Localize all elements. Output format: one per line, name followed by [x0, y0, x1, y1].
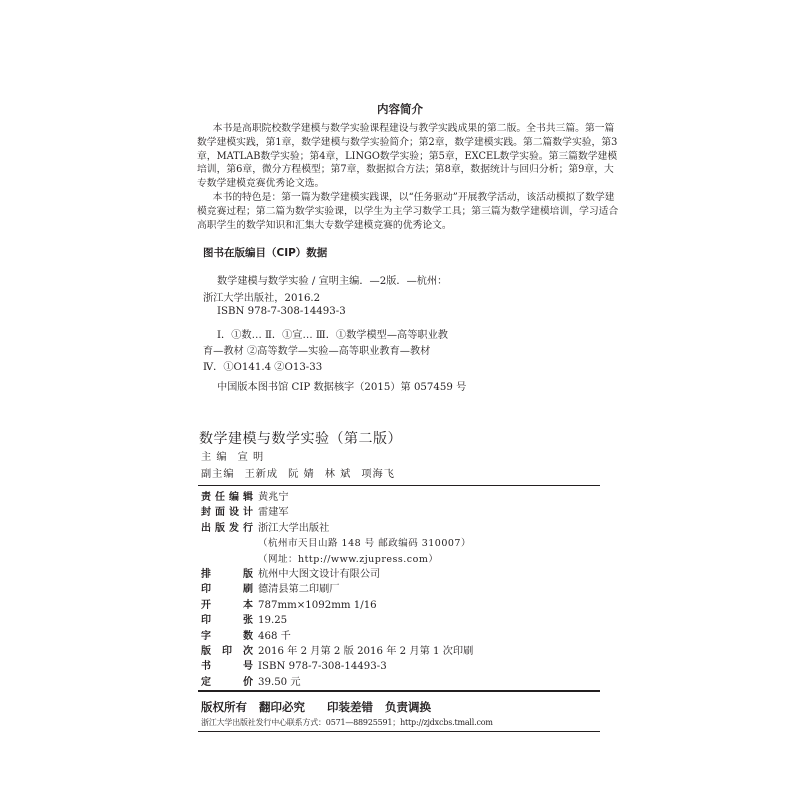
- info-label: 印张: [201, 615, 253, 627]
- deputy-editor-name: 项海飞: [361, 469, 395, 480]
- chief-editor-label: 主 编: [201, 452, 228, 463]
- intro-body: [197, 122, 623, 232]
- info-row: [201, 629, 601, 644]
- info-label: 封面设计: [201, 507, 253, 519]
- cip-isbn: ISBN 978-7-308-14493-3: [217, 306, 346, 317]
- cip-classification: Ⅳ．①O141.4 ②O13-33: [203, 362, 323, 373]
- info-label: 排版: [201, 568, 253, 580]
- info-label: 字数: [201, 630, 253, 642]
- deputy-editor-name: 阮 婧: [288, 469, 315, 480]
- copyright-item: 翻印必究: [259, 700, 305, 714]
- cip-line: 浙江大学出版社，2016.2: [203, 293, 321, 304]
- deputy-editor-name: 林 斌: [324, 469, 352, 480]
- deputy-editors: [201, 465, 395, 480]
- divider: [198, 690, 600, 692]
- info-row: [201, 613, 601, 628]
- info-value: 雷建军: [258, 507, 289, 519]
- info-label: 定价: [201, 676, 253, 688]
- copyright-item: 印装差错: [327, 700, 373, 714]
- chief-editor-name: 宣 明: [237, 452, 265, 463]
- divider: [198, 485, 600, 486]
- intro-paragraph: 本书的特色是：第一篇为数学建模实践课，以“任务驱动”开展教学活动，该活动模拟了数学建模竞赛过程；第二篇为数学实验课，以学生为主学习数学工具；第三篇为数学建模培训，学习适合高职学生的数学知识和汇集大专数学建模竞赛的优秀论文。: [197, 191, 619, 231]
- info-label: 版印次: [201, 645, 253, 657]
- divider: [198, 731, 600, 732]
- publisher-website: （网址：http://www.zjupress.com）: [258, 553, 439, 565]
- distribution-contact: 浙江大学出版社发行中心联系方式：0571—88925591；http://zjdxcbs.tmall.com: [201, 718, 493, 727]
- info-row: [201, 505, 601, 520]
- info-value: ISBN 978-7-308-14493-3: [258, 661, 387, 673]
- deputy-editor-name: 王新成: [244, 469, 279, 480]
- intro-title: 内容简介: [377, 102, 423, 116]
- info-label: [201, 552, 253, 567]
- cip-classification: 育—教材 ②高等数学—实验—高等职业教育—教材: [203, 346, 431, 357]
- publishing-info: [201, 490, 601, 690]
- info-label: 书号: [201, 661, 253, 673]
- intro-paragraph: 本书是高职院校数学建模与数学实验课程建设与教学实践成果的第二版。全书共三篇。第一篇数学建模实践，第1章，数学建模与数学实验简介；第2章，数学建模实践。第二篇数学实验，第3章，MATLAB数学实验；第4章，LINGO数学实验；第5章，EXCEL数学实验。第三篇数学建模培训，第6章，微分方程模型；第7章，数据拟合方法；第8章，数据统计与回归分析；第9章，大专数学建模竞赛优秀论文选。: [197, 123, 618, 190]
- info-label: 责任编辑: [201, 492, 253, 503]
- info-value: 德清县第二印刷厂: [258, 584, 340, 596]
- info-label: 开本: [201, 599, 253, 611]
- info-row: [201, 536, 601, 551]
- info-value: 浙江大学出版社: [258, 522, 330, 534]
- info-row: [201, 598, 601, 613]
- cip-line: 数学建模与数学实验 / 宣明主编．—2版．—杭州：: [217, 276, 448, 287]
- info-row: [201, 567, 601, 582]
- info-row: [201, 521, 601, 536]
- info-value: 杭州中大图文设计有限公司: [258, 568, 381, 580]
- info-value: 787mm×1092mm 1/16: [258, 599, 377, 611]
- info-value: 468 千: [258, 630, 291, 642]
- info-row: [201, 490, 601, 505]
- copyright-item: 版权所有: [201, 700, 247, 714]
- copyright-notice: [201, 699, 431, 715]
- info-row: [201, 582, 601, 597]
- cip-classification: Ⅰ．①数… Ⅱ．①宣… Ⅲ．①数学模型—高等职业教: [217, 330, 448, 341]
- info-value: 黄兆宁: [258, 492, 289, 503]
- cip-record-number: 中国版本图书馆 CIP 数据核字（2015）第 057459 号: [217, 382, 467, 393]
- info-value: 2016 年 2 月第 2 版 2016 年 2 月第 1 次印刷: [258, 645, 474, 657]
- info-label: 出版发行: [201, 522, 253, 534]
- info-row: [201, 659, 601, 674]
- info-row: [201, 644, 601, 659]
- info-value: 19.25: [258, 615, 288, 627]
- deputy-editor-label: 副主编: [201, 469, 235, 480]
- info-label: [201, 536, 253, 551]
- chief-editor: [201, 448, 264, 463]
- price-value: 39.50 元: [258, 676, 301, 688]
- info-row: [201, 675, 601, 690]
- info-label: 印刷: [201, 584, 253, 596]
- publisher-address: （杭州市天目山路 148 号 邮政编码 310007）: [258, 538, 471, 550]
- info-row: [201, 552, 601, 567]
- copyright-item: 负责调换: [385, 700, 431, 714]
- cip-title: 图书在版编目（CIP）数据: [203, 247, 328, 259]
- book-title: 数学建模与数学实验（第二版）: [199, 431, 402, 447]
